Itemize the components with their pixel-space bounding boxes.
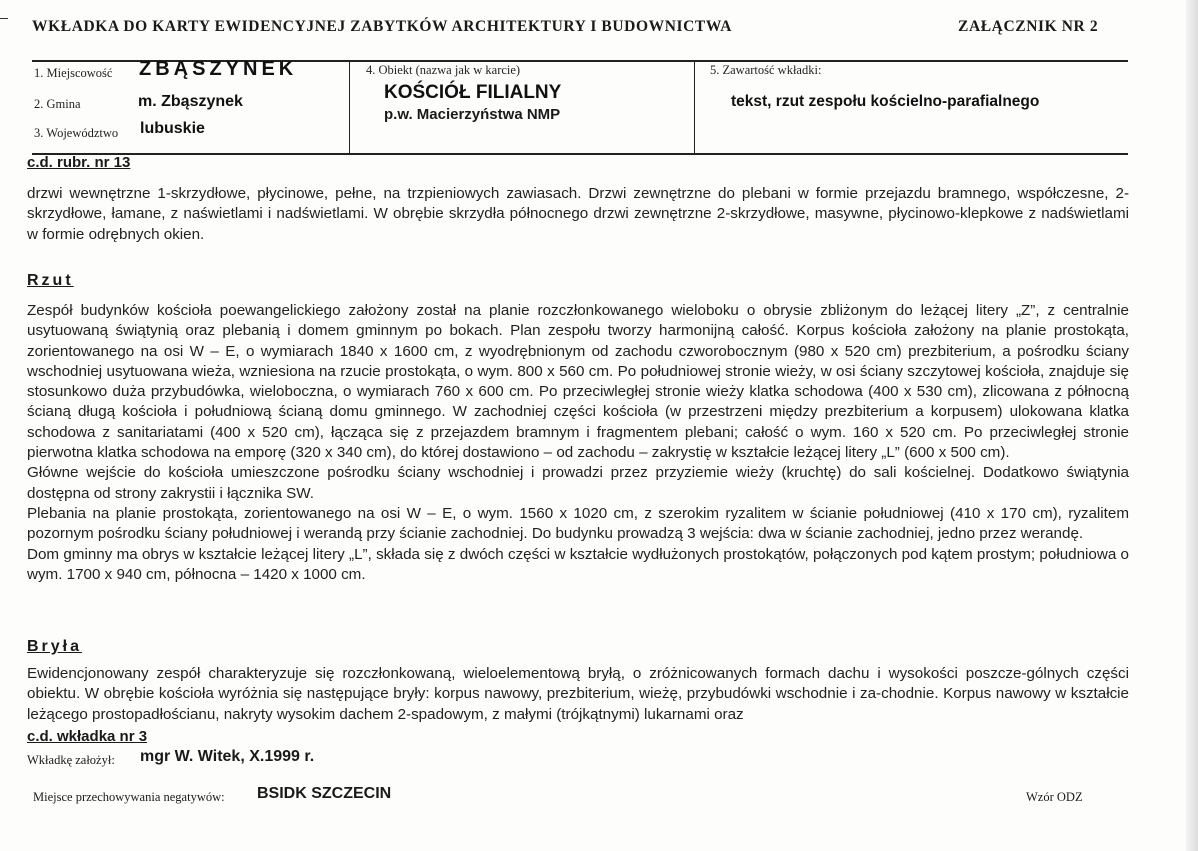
header-rule-bottom xyxy=(32,153,1128,155)
header-divider-1 xyxy=(349,60,350,155)
voivodeship-label: 3. Województwo xyxy=(34,126,119,140)
header-divider-2 xyxy=(694,60,695,155)
author-label: Wkładkę założył: xyxy=(27,753,115,767)
annex-number: ZAŁĄCZNIK NR 2 xyxy=(958,18,1099,35)
rzut-paragraph-2: Główne wejście do kościoła umieszczone pośrodku ściany wschodniej i prowadzi przez przyziemie wieży (kruchtę) do sali kościelnej. Dodatkowo świątynia dostępna od strony zakrystii i łącznika SW. xyxy=(27,464,1129,502)
negatives-value: BSIDK SZCZECIN xyxy=(257,785,392,802)
rzut-heading: Rzut xyxy=(27,272,74,289)
continuation-top: c.d. rubr. nr 13 xyxy=(27,154,131,171)
contents-value: tekst, rzut zespołu kościelno-parafialnego xyxy=(731,93,1040,110)
rzut-paragraph-1: Zespół budynków kościoła poewangelickiego założony został na planie rozczłonkowanego wieloboku o obrysie zbliżonym do leżącej litery „Z”, z centralnie usytuowaną świątynią oraz plebanią i domem gminnym po bokach. Plan zespołu tworzy harmonijną całość. Korpus kościoła założony na planie prostokąta, zorientowanego na osi W – E, o wymiarach 1840 x 1600 cm, z wyodrębnionym od zachodu czworobocznym (980 x 520 cm) prezbiterium, a pośrodku ściany wschodniej usytuowana wieża, wzniesiona na rzucie prostokąta, o wym. 800 x 560 cm. Po południowej stronie wieży, w osi ściany szczytowej kościoła, znajduje się stosunkowo duża przybudówka, wieloboczna, o wymiarach 760 x 600 cm. Po przeciwległej stronie wieży klatka schodowa (400 x 530 cm), zlicowana z północną ścianą długą kościoła i południową ścianą domu gminnego. W zachodniej części kościoła (w przestrzeni między prezbiterium a korpusem) ulokowana klatka schodowa z sanitariatami (400 x 520 cm), łącząca się z przejazdem bramnym i fragmentem plebani; całość o wym. 160 x 520 cm. Po przeciwległej stronie pierwotna klatka schodowa na emporę (320 x 340 cm), do której dostawiono – od zachodu – zakrystię w kształcie leżącej litery „L” (600 x 500 cm). xyxy=(27,302,1129,462)
rzut-paragraph-4: Dom gminny ma obrys w kształcie leżącej litery „L”, składa się z dwóch części w kształcie wydłużonych prostokątów, połączonych pod kątem prostym; południowa o wym. 1700 x 940 cm, północna – 1420 x 1000 cm. xyxy=(27,545,1129,583)
continuation-bottom: c.d. wkładka nr 3 xyxy=(27,728,148,745)
intro-text: drzwi wewnętrzne 1-skrzydłowe, płycinowe, pełne, na trzpieniowych zawiasach. Drzwi zewnętrzne do plebani w formie przejazdu bramnego, współczesne, 2-skrzydłowe, łamane, z naświetlami i nadświetlami. W obrębie skrzydła północnego drzwi zewnętrzne 2-skrzydłowe, masywne, płycinowo-klepkowe z nadświetlami w formie odrębnych okien. xyxy=(27,185,1129,243)
intro-paragraph xyxy=(27,184,1129,245)
rzut-paragraph-3: Plebania na planie prostokąta, zorientowanego na osi W – E, o wym. 1560 x 1020 cm, z szerokim ryzalitem w ścianie południowej (410 x 170 cm), ryzalitem pozornym pośrodku ściany południowej i werandą przy ścianie zachodniej. Do budynku prowadzą 3 wejścia: dwa w ścianie zachodniej, jedno przez werandę. xyxy=(27,504,1129,543)
object-label: 4. Obiekt (nazwa jak w karcie) xyxy=(366,63,521,77)
template-code: Wzór ODZ xyxy=(1026,790,1083,804)
object-dedication: p.w. Macierzyństwa NMP xyxy=(384,106,561,123)
scan-edge xyxy=(1186,0,1198,851)
object-name: KOŚCIÓŁ FILIALNY xyxy=(384,82,562,103)
bryla-section xyxy=(27,664,1129,725)
locality-label: 1. Miejscowość xyxy=(34,66,113,80)
contents-label: 5. Zawartość wkładki: xyxy=(710,63,822,77)
locality-value: ZBĄSZYNEK xyxy=(139,58,298,80)
margin-tick xyxy=(0,18,8,19)
bryla-heading: Bryła xyxy=(27,638,83,655)
negatives-label: Miejsce przechowywania negatywów: xyxy=(33,790,225,804)
document-title: WKŁADKA DO KARTY EWIDENCYJNEJ ZABYTKÓW ARCHITEKTURY I BUDOWNICTWA xyxy=(32,18,733,35)
commune-label: 2. Gmina xyxy=(34,97,81,111)
bryla-paragraph: Ewidencjonowany zespół charakteryzuje się rozczłonkowaną, wieloelementową bryłą, o zróżnicowanych formach dachu i wysokości poszcze-gólnych części obiektu. W obrębie kościoła wyróżnia się następujące bryły: korpus nawowy, prezbiterium, wieżę, przybudówki wschodnie i za-chodnie. Korpus nawowy w kształcie leżącego prostopadłościanu, nakryty wysokim dachem 2-spadowym, z małymi (trójkątnymi) lukarnami oraz xyxy=(27,665,1129,723)
voivodeship-value: lubuskie xyxy=(140,120,205,137)
rzut-section xyxy=(27,301,1129,585)
commune-value: m. Zbąszynek xyxy=(138,93,243,110)
author-value: mgr W. Witek, X.1999 r. xyxy=(140,748,315,765)
